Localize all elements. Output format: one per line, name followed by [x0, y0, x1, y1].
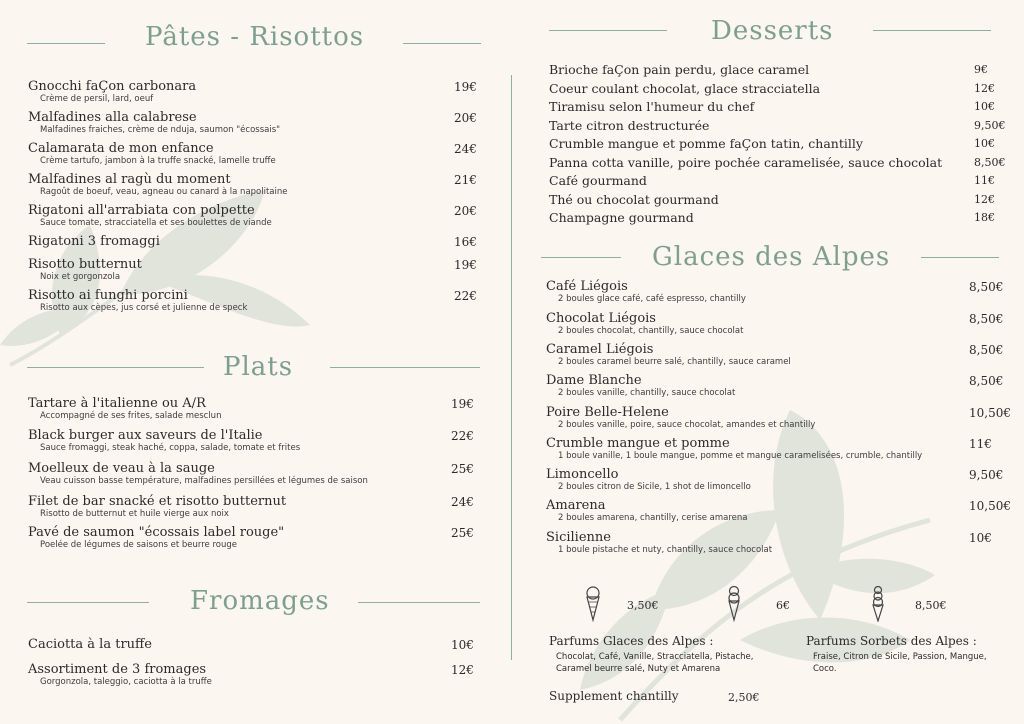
plats-title: Plats	[223, 352, 294, 382]
pates-item-description: Noix et gorgonzola	[40, 272, 121, 282]
fromages-item-price: 12€	[451, 663, 474, 677]
glaces-item-price: 9,50€	[969, 468, 1004, 482]
fromages-item	[28, 662, 212, 687]
glaces-item-price: 10,50€	[969, 499, 1011, 513]
glaces-item-price: 8,50€	[969, 280, 1004, 294]
pates-item	[28, 172, 288, 197]
glaces-item-price: 8,50€	[969, 312, 1004, 326]
pates-item	[28, 79, 196, 104]
fromages-item-price: 10€	[451, 638, 474, 652]
desserts-item-price: 18€	[974, 211, 995, 224]
pates-item	[28, 141, 276, 166]
parfums-glaces-title: Parfums Glaces des Alpes :	[549, 634, 714, 648]
glaces-item-description: 2 boules vanille, chantilly, sauce chocolat	[558, 388, 736, 398]
desserts-item-price: 10€	[974, 137, 995, 150]
desserts-item-price: 12€	[974, 192, 995, 206]
two-scoop-cone-icon	[726, 586, 742, 622]
parfums-sorbets-line2: Coco.	[813, 664, 837, 674]
pates-item-name: Gnocchi faÇon carbonara	[28, 79, 197, 94]
plats-item-price: 22€	[451, 429, 474, 443]
desserts-title: Desserts	[711, 16, 834, 46]
glaces-item-price: 11€	[969, 437, 992, 451]
plats-item-description: Sauce fromaggi, steak haché, coppa, salade, tomate et frites	[40, 443, 301, 453]
desserts-item-name: Café gourmand	[549, 173, 647, 188]
glaces-item-description: 1 boule pistache et nuty, chantilly, sauce chocolat	[558, 545, 773, 555]
glaces-item-description: 2 boules citron de Sicile, 1 shot de limoncello	[558, 482, 751, 492]
desserts-item-name: Tiramisu selon l'humeur du chef	[549, 99, 755, 114]
pates-item-name: Malfadines al ragù du moment	[28, 172, 231, 187]
fromages-item-name: Assortiment de 3 fromages	[28, 662, 207, 677]
three-scoop-cone-icon	[870, 586, 886, 622]
glaces-rule-left	[541, 257, 621, 258]
pates-item-description: Crème tartufo, jambon à la truffe snacké, lamelle truffe	[40, 156, 276, 166]
glaces-item-price: 8,50€	[969, 374, 1004, 388]
pates-item-description: Ragoût de boeuf, veau, agneau ou canard à la napolitaine	[40, 187, 288, 197]
fromages-item-description: Gorgonzola, taleggio, caciotta à la truffe	[40, 677, 212, 687]
glaces-item-name: Sicilienne	[546, 530, 611, 545]
glaces-item-name: Chocolat Liégois	[546, 311, 656, 326]
plats-item	[28, 494, 286, 519]
fromages-item	[28, 637, 152, 652]
one-scoop-price: 3,50€	[627, 599, 659, 612]
pates-item-price: 20€	[454, 111, 477, 125]
plats-item-price: 25€	[451, 526, 474, 540]
pates-item	[28, 203, 272, 228]
glaces-item-description: 2 boules caramel beurre salé, chantilly, sauce caramel	[558, 357, 791, 367]
pates-rule-left	[27, 43, 105, 44]
fromages-rule-left	[27, 602, 149, 603]
glaces-item	[546, 373, 735, 398]
pates-item-price: 21€	[454, 173, 477, 187]
desserts-item-name: Thé ou chocolat gourmand	[549, 191, 719, 207]
glaces-item	[546, 436, 922, 461]
pates-item	[28, 234, 160, 249]
desserts-item-name: Brioche faÇon pain perdu, glace caramel	[549, 62, 810, 77]
plats-item-price: 24€	[451, 495, 474, 509]
pates-item-price: 16€	[454, 235, 477, 249]
pates-item-description: Malfadines fraiches, crème de nduja, saumon "écossais"	[40, 125, 281, 135]
glaces-item-description: 2 boules glace café, café espresso, chantilly	[558, 294, 746, 304]
parfums-glaces-line1: Chocolat, Café, Vanille, Stracciatella, Pistache,	[556, 652, 754, 662]
plats-item-description: Veau cuisson basse température, malfadines persillées et légumes de saison	[40, 476, 368, 486]
glaces-item	[546, 311, 743, 336]
pates-item-description: Risotto aux cèpes, jus corsé et julienne de speck	[40, 303, 248, 313]
desserts-item-price: 8,50€	[974, 155, 1006, 169]
plats-rule-right	[330, 367, 480, 368]
pates-item-price: 24€	[454, 142, 477, 156]
glaces-item	[546, 342, 791, 367]
glaces-item-price: 10€	[969, 531, 992, 545]
glaces-item-price: 10,50€	[969, 406, 1011, 420]
pates-item-name: Risotto butternut	[28, 257, 142, 272]
glaces-item-name: Limoncello	[546, 467, 619, 482]
plats-item-name: Filet de bar snacké et risotto butternut	[28, 494, 287, 509]
glaces-item-name: Poire Belle-Helene	[546, 405, 669, 420]
pates-title: Pâtes - Risottos	[145, 22, 365, 52]
glaces-item	[546, 405, 815, 430]
fromages-title: Fromages	[190, 586, 330, 616]
glaces-item-name: Café Liégois	[546, 279, 628, 294]
glaces-item-description: 2 boules chocolat, chantilly, sauce chocolat	[558, 326, 744, 336]
pates-item-price: 19€	[454, 258, 477, 272]
pates-item-name: Malfadines alla calabrese	[28, 110, 197, 125]
plats-item	[28, 396, 221, 421]
pates-rule-right	[403, 43, 481, 44]
desserts-rule-right	[873, 30, 991, 31]
desserts-item-name: Champagne gourmand	[549, 210, 694, 225]
glaces-item	[546, 279, 746, 304]
desserts-item-price: 9,50€	[974, 118, 1006, 132]
desserts-item-price: 9€	[974, 63, 988, 76]
fromages-item-name: Caciotta à la truffe	[28, 637, 152, 652]
plats-rule-left	[27, 367, 204, 368]
supplement-chantilly-price: 2,50€	[728, 691, 760, 704]
desserts-item-price: 11€	[974, 174, 995, 187]
desserts-item-price: 12€	[974, 81, 995, 95]
glaces-item-name: Caramel Liégois	[546, 342, 654, 357]
pates-item-price: 20€	[454, 204, 477, 218]
parfums-sorbets-title: Parfums Sorbets des Alpes :	[806, 634, 977, 648]
pates-item-description: Sauce tomate, stracciatella et ses boulettes de viande	[40, 218, 272, 228]
desserts-item-name: Panna cotta vanille, poire pochée caramelisée, sauce chocolat	[549, 154, 943, 170]
plats-item-price: 19€	[451, 397, 474, 411]
pates-item-name: Rigatoni all'arrabiata con polpette	[28, 203, 255, 218]
glaces-item-name: Crumble mangue et pomme	[546, 436, 730, 451]
two-scoop-price: 6€	[776, 599, 790, 612]
glaces-title: Glaces des Alpes	[652, 242, 891, 272]
plats-item	[28, 428, 300, 453]
desserts-item-price: 10€	[974, 100, 995, 113]
pates-item	[28, 288, 247, 313]
glaces-item-description: 2 boules vanille, poire, sauce chocolat, amandes et chantilly	[558, 420, 816, 430]
center-divider	[511, 75, 512, 660]
plats-item	[28, 461, 368, 486]
three-scoop-price: 8,50€	[915, 599, 947, 612]
pates-item-price: 22€	[454, 289, 477, 303]
fromages-rule-right	[358, 602, 480, 603]
plats-item-name: Moelleux de veau à la sauge	[28, 461, 215, 476]
parfums-glaces-line2: Caramel beurre salé, Nuty et Amarena	[556, 664, 721, 674]
plats-item-description: Risotto de butternut et huile vierge aux noix	[40, 509, 229, 519]
desserts-item-name: Crumble mangue et pomme faÇon tatin, chantilly	[549, 136, 863, 151]
pates-item-name: Rigatoni 3 fromaggi	[28, 234, 160, 249]
glaces-item-description: 1 boule vanille, 1 boule mangue, pomme et mangue caramelisées, crumble, chantilly	[558, 451, 923, 461]
desserts-item-name: Tarte citron destructurée	[549, 117, 710, 133]
glaces-item	[546, 498, 748, 523]
plats-item-name: Black burger aux saveurs de l'Italie	[28, 428, 263, 443]
pates-item-name: Risotto ai funghi porcini	[28, 288, 188, 303]
pates-item-price: 19€	[454, 80, 477, 94]
glaces-item-name: Dame Blanche	[546, 373, 642, 388]
glaces-item	[546, 467, 751, 492]
parfums-sorbets-line1: Fraise, Citron de Sicile, Passion, Mangue,	[813, 652, 987, 662]
plats-item	[28, 525, 284, 550]
glaces-item-name: Amarena	[546, 498, 606, 513]
one-scoop-cone-icon	[585, 586, 601, 622]
pates-item-name: Calamarata de mon enfance	[28, 141, 214, 156]
plats-item-description: Poelée de légumes de saisons et beurre rouge	[40, 540, 237, 550]
plats-item-description: Accompagné de ses frites, salade mesclun	[40, 411, 222, 421]
supplement-chantilly-label: Supplement chantilly	[549, 689, 679, 703]
glaces-rule-right	[921, 257, 999, 258]
pates-item	[28, 257, 142, 282]
plats-item-price: 25€	[451, 462, 474, 476]
desserts-item-name: Coeur coulant chocolat, glace stracciatella	[549, 80, 821, 96]
glaces-item	[546, 530, 772, 555]
plats-item-name: Pavé de saumon "écossais label rouge"	[28, 525, 285, 540]
pates-item-description: Crème de persil, lard, oeuf	[40, 94, 154, 104]
glaces-item-price: 8,50€	[969, 343, 1004, 357]
plats-item-name: Tartare à l'italienne ou A/R	[28, 396, 206, 411]
glaces-item-description: 2 boules amarena, chantilly, cerise amarena	[558, 513, 748, 523]
pates-item	[28, 110, 280, 135]
desserts-rule-left	[549, 30, 667, 31]
